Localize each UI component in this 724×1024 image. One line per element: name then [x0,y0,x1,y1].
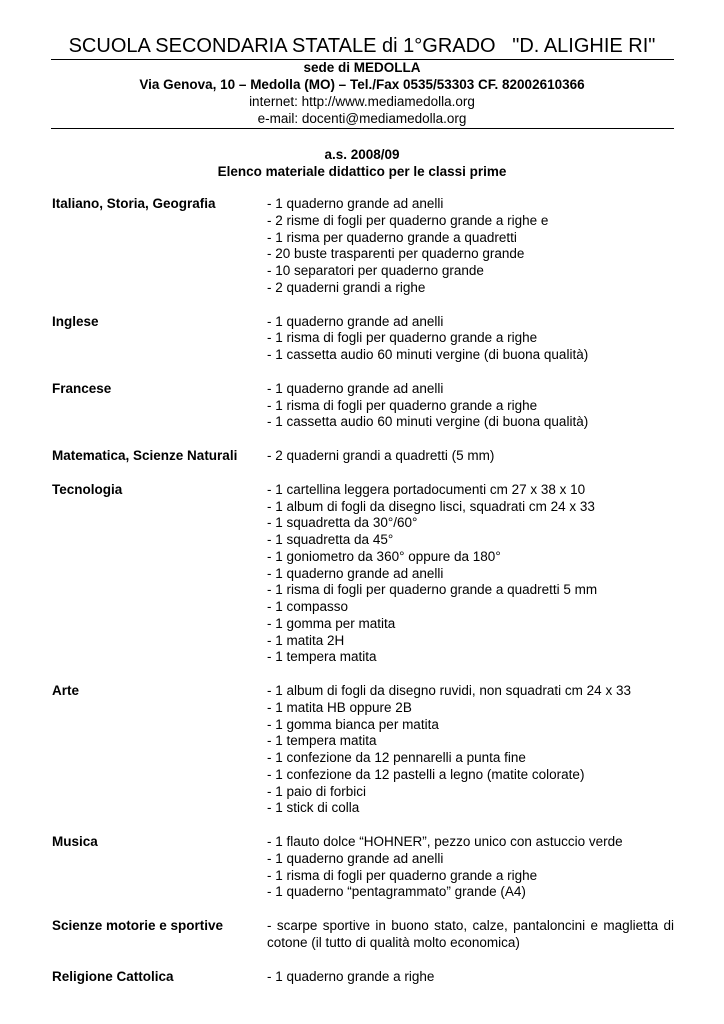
material-item: - 1 squadretta da 30°/60° [267,515,418,531]
material-item: - 20 buste trasparenti per quaderno grande [267,246,525,262]
material-items [267,834,674,901]
material-item: - 1 gomma per matita [267,615,396,631]
subject-name: Matematica, Scienze Naturali [52,448,238,463]
material-item: - 2 quaderni grandi a righe [267,279,426,295]
material-items [267,196,674,297]
subject-section [52,448,674,465]
material-item: - 1 goniometro da 360° oppure da 180° [267,548,501,564]
material-item: - 1 cassetta audio 60 minuti vergine (di buona qualità) [267,347,589,362]
material-items [267,482,674,666]
subject-name: Musica [52,834,98,849]
subject-section [52,918,674,952]
material-item: - 1 quaderno grande a righe [267,968,435,984]
material-item: - 1 matita HB oppure 2B [267,699,412,715]
material-item: - 1 risma di fogli per quaderno grande a righe [267,330,538,346]
subject-section [52,314,674,364]
subject-name: Religione Cattolica [52,968,174,984]
subject-name: Arte [52,683,80,698]
material-item: - 10 separatori per quaderno grande [267,263,484,278]
material-items [267,969,674,986]
subject-name: Tecnologia [52,481,123,497]
material-item: - 1 risma di fogli per quaderno grande a righe [267,867,538,883]
school-year: a.s. 2008/09 [324,147,400,162]
material-item: - 1 stick di colla [267,800,360,816]
material-items [267,314,674,364]
material-item: - 2 quaderni grandi a quadretti (5 mm) [267,448,495,463]
subject-section [52,969,674,986]
material-item: - 1 compasso [267,599,349,614]
subject-section [52,196,674,297]
material-item: - 1 quaderno grande ad anelli [267,565,444,581]
material-items [267,448,674,465]
list-title: Elenco materiale didattico per le classi prime [217,164,507,179]
subject-section [52,834,674,901]
header-bottom-rule [51,128,674,129]
school-email: e-mail: docenti@mediamedolla.org [257,111,467,126]
material-item: - 1 quaderno grande ad anelli [267,850,444,866]
subject-section [52,683,674,817]
school-address: Via Genova, 10 – Medolla (MO) – Tel./Fax 0535/53303 CF. 82002610366 [139,77,585,92]
material-item: - 1 tempera matita [267,733,377,749]
material-item: - 1 quaderno grande ad anelli [267,196,444,211]
material-items [267,381,674,431]
material-item: - 1 risma di fogli per quaderno grande a quadretti 5 mm [267,582,598,598]
material-item: - 1 cassetta audio 60 minuti vergine (di buona qualità) [267,414,589,430]
material-item: - 1 cartellina leggera portadocumenti cm 27 x 38 x 10 [267,481,586,497]
material-item: - 1 confezione da 12 pennarelli a punta fine [267,750,526,765]
material-item: - 2 risme di fogli per quaderno grande a righe e [267,212,549,228]
material-item: - 1 squadretta da 45° [267,532,394,547]
subject-section [52,482,674,666]
material-item: - 1 matita 2H [267,632,345,648]
material-item: - 1 quaderno grande ad anelli [267,380,444,396]
material-item: - 1 album di fogli da disegno lisci, squadrati cm 24 x 33 [267,498,595,514]
material-item: - 1 quaderno “pentagrammato” grande (A4) [267,884,526,900]
material-item: - 1 gomma bianca per matita [267,716,439,732]
material-item: - 1 tempera matita [267,649,377,665]
material-item: - 1 flauto dolce “HOHNER”, pezzo unico con astuccio verde [267,834,623,849]
materials-list [52,196,674,1002]
material-item: - 1 album di fogli da disegno ruvidi, non squadrati cm 24 x 33 [267,683,631,698]
material-item: - 1 risma di fogli per quaderno grande a righe [267,397,538,413]
subject-name: Inglese [52,313,99,329]
school-seat: sede di MEDOLLA [303,60,421,75]
subject-name: Francese [52,380,112,396]
subject-name: Italiano, Storia, Geografia [52,196,216,211]
subject-section [52,381,674,431]
school-name: SCUOLA SECONDARIA STATALE di 1°GRADO "D. ALIGHIE RI" [68,35,656,57]
material-item: - 1 quaderno grande ad anelli [267,313,444,329]
material-items [267,918,674,952]
material-items [267,683,674,817]
material-item: - 1 paio di forbici [267,783,367,799]
school-website: internet: http://www.mediamedolla.org [249,94,475,109]
material-item: - 1 confezione da 12 pastelli a legno (matite colorate) [267,766,585,782]
material-item: - scarpe sportive in buono stato, calze, pantaloncini e maglietta di cotone (il tutto di qualità molto economica) [267,918,674,950]
material-item: - 1 risma per quaderno grande a quadretti [267,229,517,245]
subject-name: Scienze motorie e sportive [52,918,224,933]
